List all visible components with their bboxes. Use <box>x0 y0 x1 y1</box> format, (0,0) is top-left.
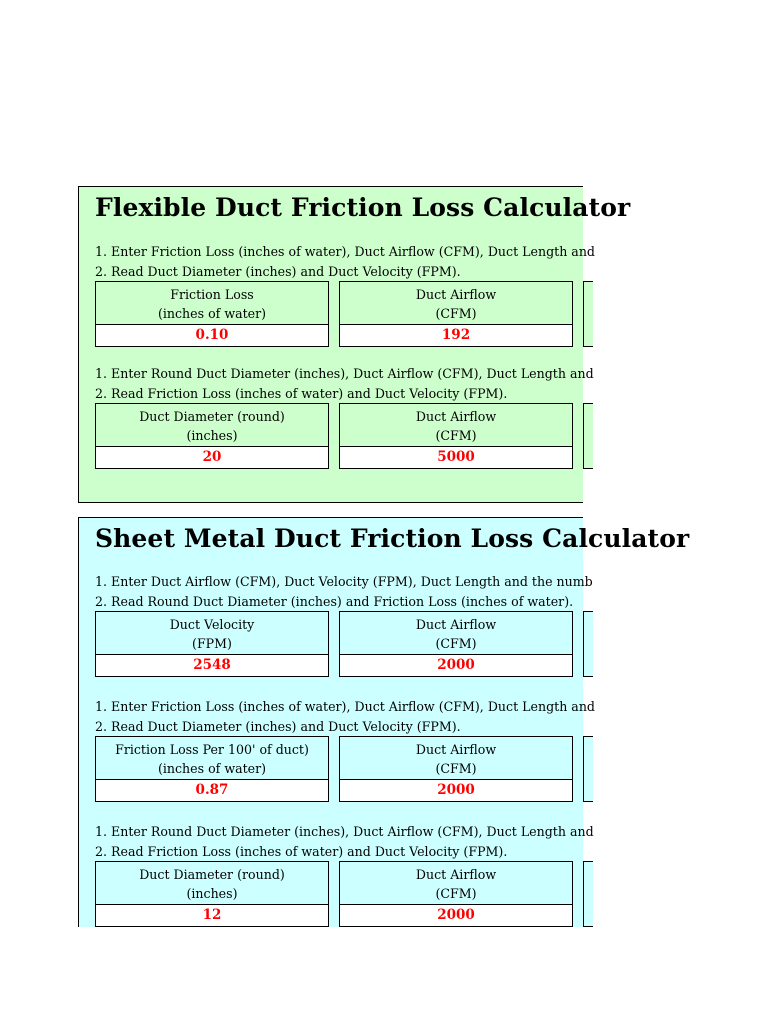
instruction-line: 1. Enter Duct Airflow (CFM), Duct Velocity (FPM), Duct Length and the numb <box>95 574 593 589</box>
friction-loss-input[interactable]: 0.87 <box>96 780 328 801</box>
instruction-line: 1. Enter Friction Loss (inches of water), Duct Airflow (CFM), Duct Length and <box>95 244 595 259</box>
box-label: Friction Loss Per 100' of duct) <box>115 742 309 757</box>
instruction-line: 2. Read Round Duct Diameter (inches) and Friction Loss (inches of water). <box>95 593 574 609</box>
instruction-line: 2. Read Friction Loss (inches of water) and Duct Velocity (FPM). <box>95 385 508 401</box>
duct-diameter-input[interactable]: 20 <box>96 447 328 468</box>
box-unit: (inches) <box>186 428 238 443</box>
box-unit: (FPM) <box>192 636 232 651</box>
flexible-s2-instructions <box>95 364 594 403</box>
box-label: Duct Diameter (round) <box>139 867 285 882</box>
duct-airflow-input[interactable]: 2000 <box>340 780 572 801</box>
box-header <box>340 862 572 905</box>
box-header <box>96 404 328 447</box>
box-label: Duct Airflow <box>415 409 497 424</box>
box-header <box>340 612 572 655</box>
duct-airflow-input[interactable]: 2000 <box>340 655 572 676</box>
sheet-s2-instructions <box>95 697 595 736</box>
box-unit: (CFM) <box>435 428 477 443</box>
box-unit: (CFM) <box>435 306 477 321</box>
box-header <box>96 737 328 780</box>
duct-airflow-input[interactable]: 5000 <box>340 447 572 468</box>
box-unit: (CFM) <box>435 886 477 901</box>
sheet-s1-instructions <box>95 572 593 611</box>
box-unit: (CFM) <box>435 761 477 776</box>
duct-airflow-box <box>339 736 573 802</box>
duct-diameter-box <box>95 403 329 469</box>
sheet-metal-title: Sheet Metal Duct Friction Loss Calculator <box>95 524 690 553</box>
friction-loss-box <box>95 736 329 802</box>
box-label: Duct Airflow <box>415 742 497 757</box>
duct-diameter-box <box>95 861 329 927</box>
box-unit: (inches of water) <box>157 306 267 321</box>
friction-loss-box <box>95 281 329 347</box>
duct-velocity-box <box>95 611 329 677</box>
box-header <box>96 282 328 325</box>
duct-airflow-input[interactable]: 192 <box>340 325 572 346</box>
instruction-line: 2. Read Friction Loss (inches of water) and Duct Velocity (FPM). <box>95 843 508 859</box>
truncated-box <box>583 736 593 802</box>
box-label: Duct Airflow <box>415 617 497 632</box>
box-label: Duct Velocity <box>169 617 255 632</box>
duct-airflow-box <box>339 861 573 927</box>
truncated-box <box>583 611 593 677</box>
instruction-line: 1. Enter Round Duct Diameter (inches), Duct Airflow (CFM), Duct Length and <box>95 824 594 839</box>
duct-velocity-input[interactable]: 2548 <box>96 655 328 676</box>
flexible-title: Flexible Duct Friction Loss Calculator <box>95 193 631 222</box>
friction-loss-input[interactable]: 0.10 <box>96 325 328 346</box>
duct-airflow-input[interactable]: 2000 <box>340 905 572 926</box>
flexible-duct-calculator <box>78 186 631 503</box>
box-label: Friction Loss <box>170 287 254 302</box>
box-label: Duct Airflow <box>415 287 497 302</box>
truncated-box <box>583 403 593 469</box>
instruction-line: 1. Enter Friction Loss (inches of water), Duct Airflow (CFM), Duct Length and <box>95 699 595 714</box>
box-header <box>340 404 572 447</box>
box-header <box>96 862 328 905</box>
box-unit: (inches) <box>186 886 238 901</box>
box-header <box>340 282 572 325</box>
box-unit: (inches of water) <box>157 761 267 776</box>
box-unit: (CFM) <box>435 636 477 651</box>
flexible-s1-instructions <box>95 242 595 281</box>
box-header <box>340 737 572 780</box>
instruction-line: 2. Read Duct Diameter (inches) and Duct Velocity (FPM). <box>95 263 461 279</box>
box-label: Duct Airflow <box>415 867 497 882</box>
instruction-line: 1. Enter Round Duct Diameter (inches), Duct Airflow (CFM), Duct Length and <box>95 366 594 381</box>
box-header <box>96 612 328 655</box>
instruction-line: 2. Read Duct Diameter (inches) and Duct Velocity (FPM). <box>95 718 461 734</box>
truncated-box <box>583 281 593 347</box>
duct-airflow-box <box>339 403 573 469</box>
duct-diameter-input[interactable]: 12 <box>96 905 328 926</box>
truncated-box <box>583 861 593 927</box>
sheet-metal-duct-calculator <box>78 517 690 927</box>
duct-airflow-box <box>339 281 573 347</box>
box-label: Duct Diameter (round) <box>139 409 285 424</box>
duct-airflow-box <box>339 611 573 677</box>
sheet-s3-instructions <box>95 822 594 861</box>
